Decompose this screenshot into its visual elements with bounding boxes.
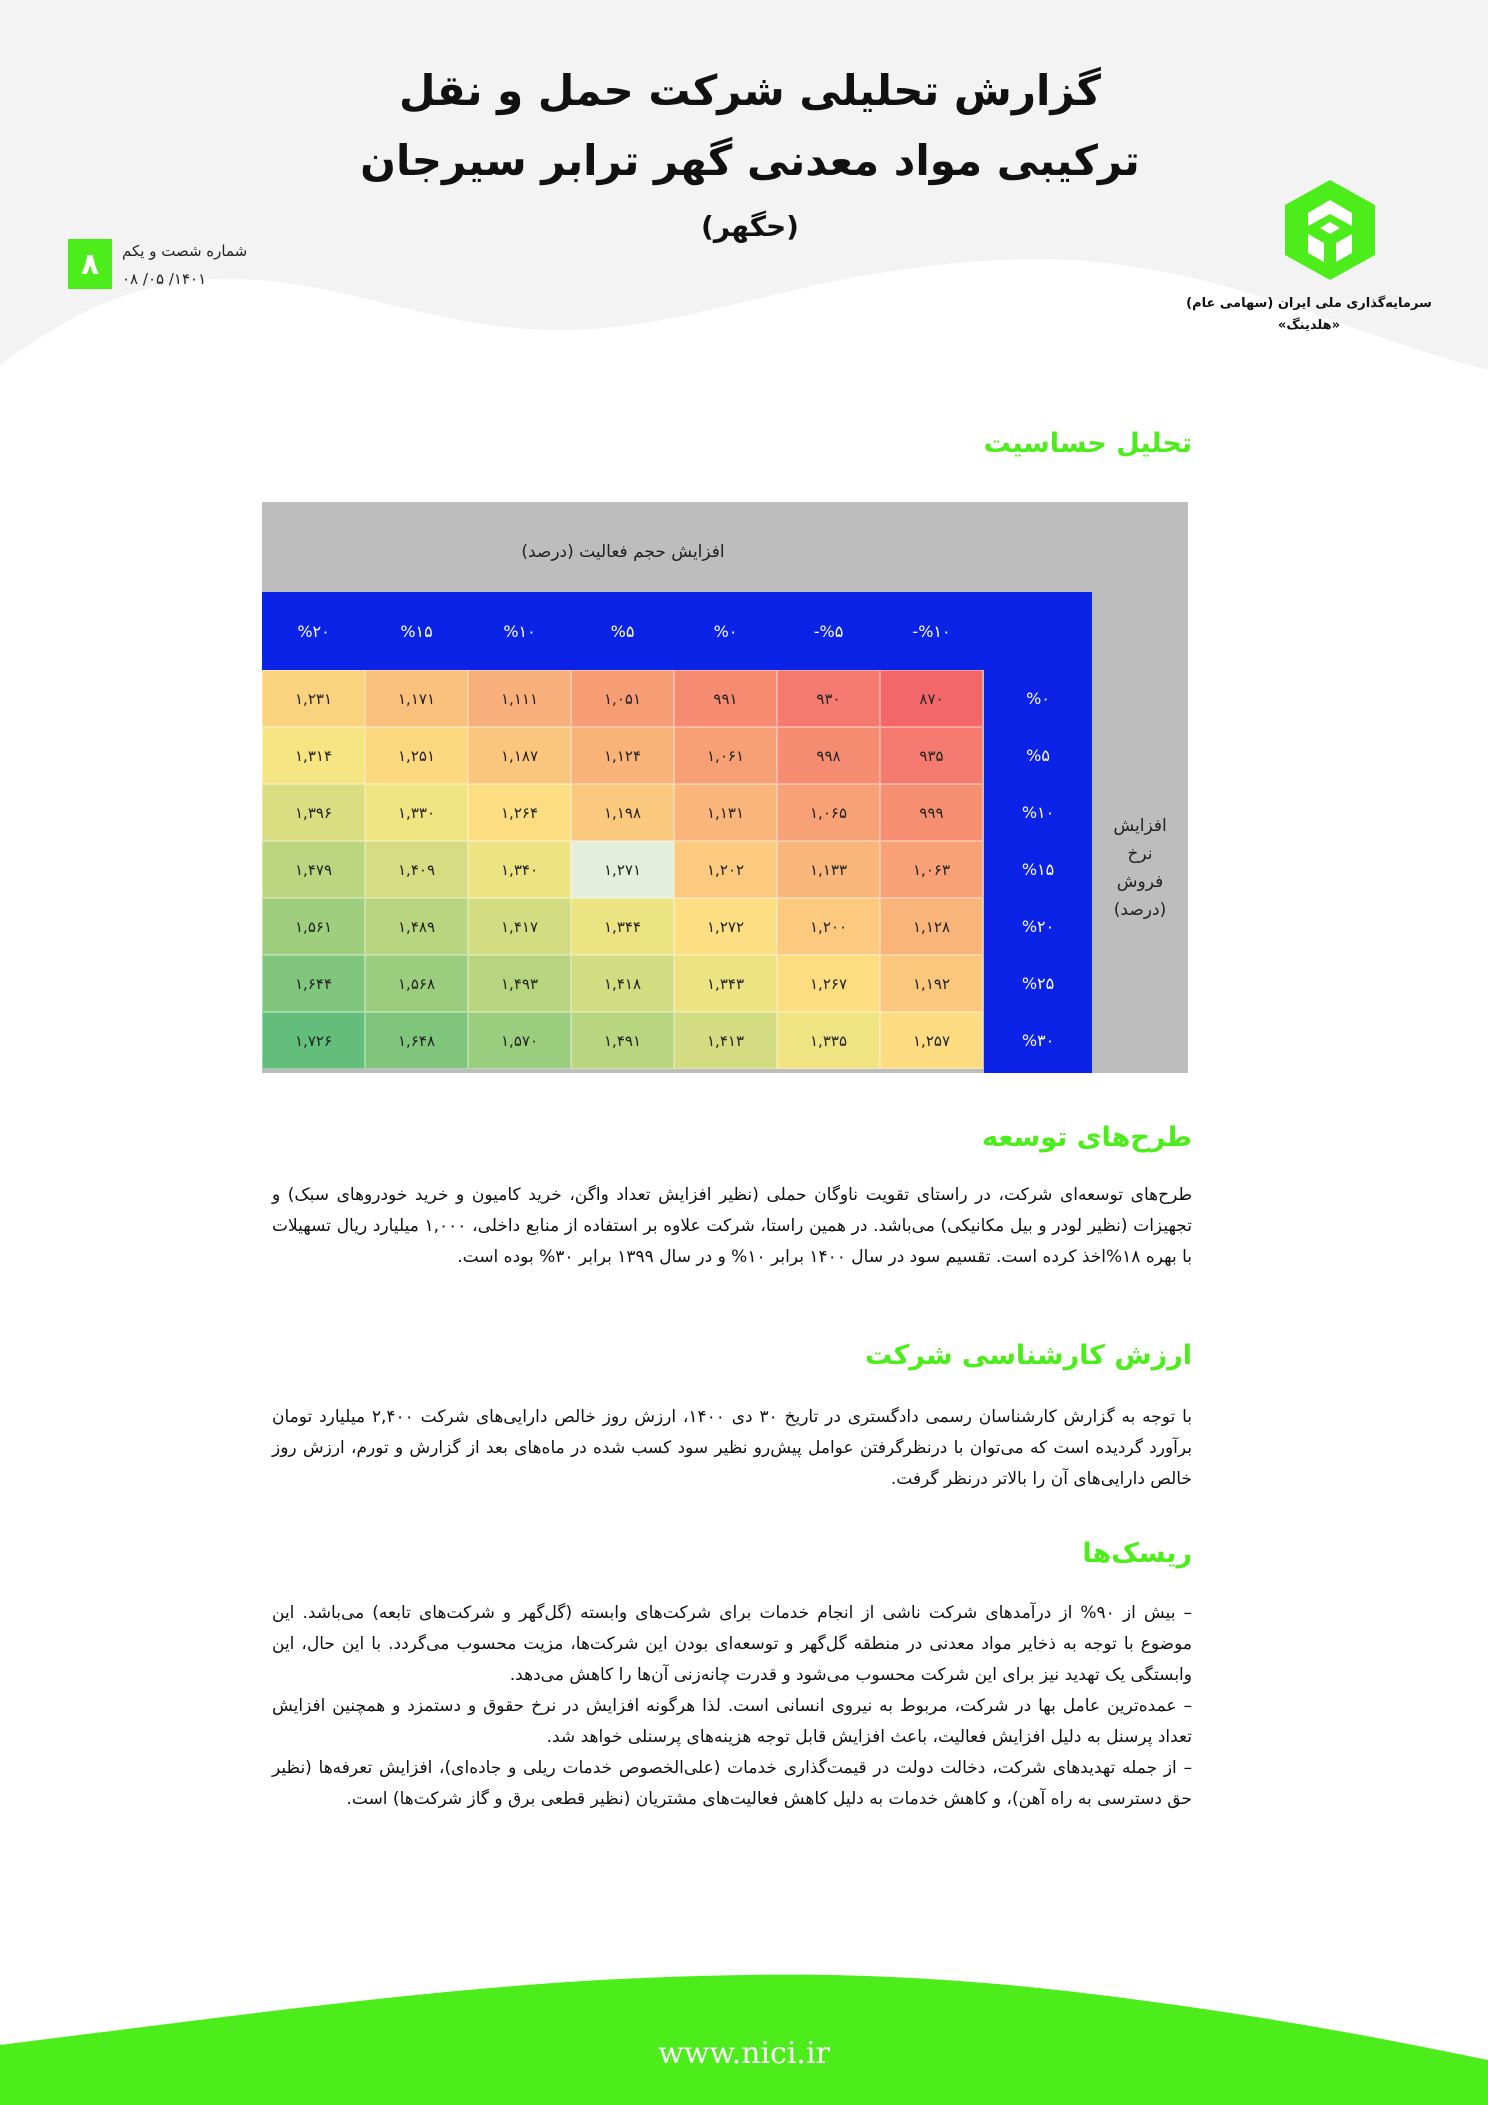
table-cell: ۱,۶۴۴ <box>262 955 365 1012</box>
table-cell: ۱,۷۲۶ <box>262 1012 365 1069</box>
table-cell: ۱,۱۳۳ <box>777 841 880 898</box>
column-header: %۵ <box>610 621 635 641</box>
side-label-line: (درصد) <box>1113 900 1167 920</box>
issue-date: ۱۴۰۱/ ۰۵/ ۰۸ <box>122 270 207 288</box>
row-header: %۲۵ <box>1021 974 1055 993</box>
table-cell: ۱,۱۱۱ <box>468 670 571 727</box>
row-header: %۳۰ <box>1021 1031 1055 1050</box>
table-cell: ۱,۴۷۹ <box>262 841 365 898</box>
column-header: %۱۰ <box>503 621 536 641</box>
table-cell: ۱,۲۰۰ <box>777 898 880 955</box>
org-subtitle: «هلدینگ» <box>1277 318 1341 333</box>
table-cell: ۱,۲۷۲ <box>674 898 777 955</box>
issue-number-badge: ۸ <box>68 239 112 289</box>
table-cell: ۹۳۰ <box>777 670 880 727</box>
table-cell: ۱,۲۵۷ <box>880 1012 983 1069</box>
table-cell: ۱,۳۹۶ <box>262 784 365 841</box>
table-cell: ۱,۰۵۱ <box>571 670 674 727</box>
report-title-line1: گزارش تحلیلی شرکت حمل و نقل <box>399 66 1101 115</box>
valuation-paragraph <box>272 1402 1192 1495</box>
table-cell: ۹۳۵ <box>880 727 983 784</box>
risk-item: – از جمله تهدیدهای شرکت، دخالت دولت در قیمت‌گذاری خدمات (علی‌الخصوص خدمات ریلی و جاده‌ای)، افزایش تعرفه‌ها (نظیر حق دسترسی به راه آهن)، و کاهش خدمات به دلیل کاهش فعالیت‌های مشتریان (نظیر قطعی برق و گاز شرکت‌ها) است. <box>272 1758 1192 1809</box>
table-cell: ۱,۳۳۰ <box>365 784 468 841</box>
table-side-label <box>1092 812 1188 924</box>
table-cell: ۱,۴۱۸ <box>571 955 674 1012</box>
org-name: سرمایه‌گذاری ملی ایران (سهامی عام) <box>1186 296 1432 311</box>
table-cell: ۹۹۸ <box>777 727 880 784</box>
column-header: %۲۰ <box>297 621 330 641</box>
table-cell: ۱,۱۷۱ <box>365 670 468 727</box>
row-header: %۵ <box>1026 746 1050 765</box>
table-cell: ۱,۶۴۸ <box>365 1012 468 1069</box>
column-header: %۰ <box>713 621 738 641</box>
side-label-line: نرخ <box>1127 844 1153 864</box>
table-cell: ۱,۴۱۳ <box>674 1012 777 1069</box>
table-cell: ۱,۱۸۷ <box>468 727 571 784</box>
footer-website-link[interactable]: www.nici.ir <box>658 2036 830 2071</box>
footer-background <box>0 1950 1488 2105</box>
table-cell: ۱,۱۹۸ <box>571 784 674 841</box>
side-label-line: فروش <box>1116 872 1164 892</box>
risk-item: – بیش از ۹۰% از درآمدهای شرکت ناشی از انجام خدمات برای شرکت‌های وابسته (گل‌گهر و شرکت‌های تابعه) می‌باشد. این موضوع با توجه به ذخایر مواد معدنی در منطقه گل‌گهر و توسعه‌ای بودن این شرکت‌ها، مزیت محسوب می‌گردد. با این حال، این وابستگی یک تهدید نیز برای این شرکت محسوب می‌شود و قدرت چانه‌زنی آن‌ها را کاهش می‌دهد. <box>272 1603 1192 1685</box>
risks-paragraph <box>272 1598 1192 1815</box>
table-cell: ۱,۵۷۰ <box>468 1012 571 1069</box>
table-cell: ۹۹۹ <box>880 784 983 841</box>
table-cell: ۱,۲۶۷ <box>777 955 880 1012</box>
section-title-sensitivity: تحلیل حساسیت <box>983 428 1192 459</box>
table-cell: ۱,۴۱۷ <box>468 898 571 955</box>
table-cell: ۱,۳۳۵ <box>777 1012 880 1069</box>
table-cell: ۱,۵۶۱ <box>262 898 365 955</box>
table-cell: ۱,۰۶۵ <box>777 784 880 841</box>
row-header: %۲۰ <box>1021 917 1055 936</box>
table-cell: ۱,۵۶۸ <box>365 955 468 1012</box>
table-cell: ۱,۲۶۴ <box>468 784 571 841</box>
report-title-line2: ترکیبی مواد معدنی گهر ترابر سیرجان <box>360 136 1140 185</box>
development-paragraph <box>272 1180 1192 1273</box>
table-cell: ۸۷۰ <box>880 670 983 727</box>
development-text: طرح‌های توسعه‌ای شرکت، در راستای تقویت ناوگان حملی (نظیر افزایش تعداد واگن، خرید کامیون و خرید خودروهای سبک) و تجهیزات (نظیر لودر و بیل مکانیکی) می‌باشد. در همین راستا، شرکت علاوه بر استفاده از منابع داخلی، ۱,۰۰۰ میلیارد ریال تسهیلات با بهره ۱۸%اخذ کرده است. تقسیم سود در سال ۱۴۰۰ برابر ۱۰% و در سال ۱۳۹۹ برابر ۳۰% بوده است. <box>272 1185 1192 1267</box>
table-cell: ۱,۳۴۳ <box>674 955 777 1012</box>
table-top-label: افزایش حجم فعالیت (درصد) <box>521 542 725 562</box>
table-cell: ۹۹۱ <box>674 670 777 727</box>
column-header: %۱۰- <box>912 621 951 641</box>
table-cell: ۱,۴۰۹ <box>365 841 468 898</box>
row-header: %۰ <box>1026 689 1050 708</box>
section-title-valuation: ارزش کارشناسی شرکت <box>865 1340 1192 1371</box>
sensitivity-table <box>262 502 1188 1073</box>
section-title-development: طرح‌های توسعه <box>982 1122 1192 1153</box>
section-title-risks: ریسک‌ها <box>1082 1538 1192 1569</box>
nici-logo-icon <box>1280 178 1380 282</box>
table-cell: ۱,۴۹۳ <box>468 955 571 1012</box>
report-title-ticker: (حگهر) <box>701 210 799 243</box>
table-cell: ۱,۳۴۴ <box>571 898 674 955</box>
issue-label: شماره شصت و یکم <box>122 242 248 260</box>
table-cell: ۱,۲۷۱ <box>571 841 674 898</box>
table-cell: ۱,۱۲۴ <box>571 727 674 784</box>
table-cell: ۱,۱۲۸ <box>880 898 983 955</box>
table-cell: ۱,۳۴۰ <box>468 841 571 898</box>
table-cell: ۱,۱۳۱ <box>674 784 777 841</box>
column-header: %۱۵ <box>400 621 433 641</box>
table-cell: ۱,۰۶۱ <box>674 727 777 784</box>
table-cell: ۱,۲۵۱ <box>365 727 468 784</box>
table-cell: ۱,۰۶۳ <box>880 841 983 898</box>
valuation-text: با توجه به گزارش کارشناسان رسمی دادگستری در تاریخ ۳۰ دی ۱۴۰۰، ارزش روز خالص دارایی‌های شرکت ۲,۴۰۰ میلیارد تومان برآورد گردیده است که می‌توان با درنظرگرفتن عوامل پیش‌رو نظیر سود کسب شده در ماه‌های بعد از گزارش و تورم، ارزش روز خالص دارایی‌های آن را بالاتر درنظر گرفت. <box>272 1407 1193 1489</box>
side-label-line: افزایش <box>1113 816 1167 836</box>
table-cell: ۱,۲۰۲ <box>674 841 777 898</box>
row-header: %۱۵ <box>1021 860 1055 879</box>
table-cell: ۱,۳۱۴ <box>262 727 365 784</box>
column-header: %۵- <box>813 621 844 641</box>
risk-item: – عمده‌ترین عامل بها در شرکت، مربوط به نیروی انسانی است. لذا هرگونه افزایش در نرخ حقوق و دستمزد و همچنین افزایش تعداد پرسنل به دلیل افزایش فعالیت، باعث افزایش قابل توجه هزینه‌های پرسنلی خواهد شد. <box>272 1696 1192 1747</box>
table-cell: ۱,۲۳۱ <box>262 670 365 727</box>
table-cell: ۱,۱۹۲ <box>880 955 983 1012</box>
table-cell: ۱,۴۹۱ <box>571 1012 674 1069</box>
row-header: %۱۰ <box>1021 803 1055 822</box>
table-cell: ۱,۴۸۹ <box>365 898 468 955</box>
